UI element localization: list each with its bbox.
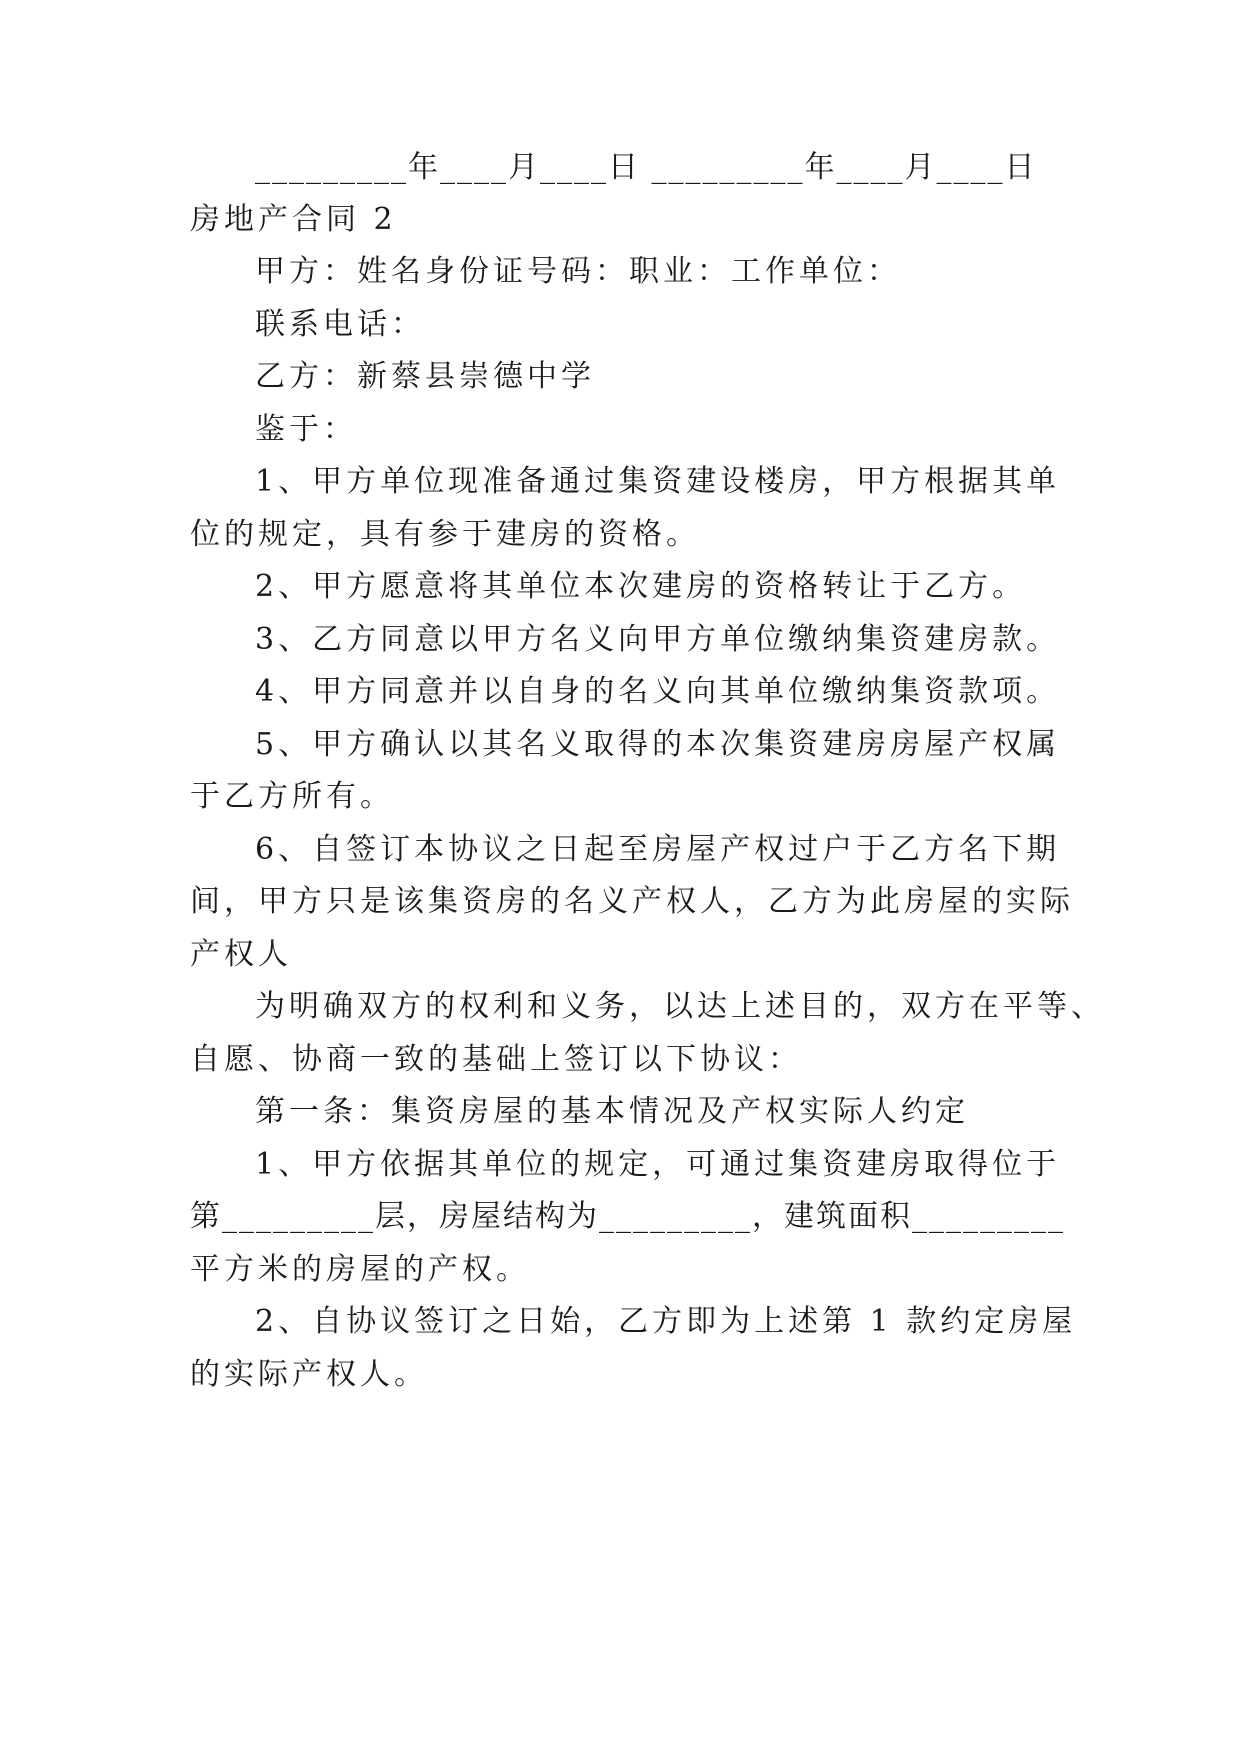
whereas-item-3: 3、乙方同意以甲方名义向甲方单位缴纳集资建房款。 xyxy=(255,622,1061,657)
whereas-item-6-line-2: 间，甲方只是该集资房的名义产权人，乙方为此房屋的实际 xyxy=(190,884,1074,919)
whereas-item-4: 4、甲方同意并以自身的名义向其单位缴纳集资款项。 xyxy=(255,674,1061,709)
signature-date-line: _________年____月____日 _________年____月____日 xyxy=(255,150,1037,185)
article-1-title: 第一条：集资房屋的基本情况及产权实际人约定 xyxy=(255,1094,969,1129)
article-1-item-1-line-3: 平方米的房屋的产权。 xyxy=(190,1252,530,1287)
whereas-item-6-line-1: 6、自签订本协议之日起至房屋产权过户于乙方名下期 xyxy=(255,832,1061,867)
article-1-item-2-line-2: 的实际产权人。 xyxy=(190,1357,428,1392)
whereas-item-6-line-3: 产权人 xyxy=(190,937,292,972)
whereas-item-2: 2、甲方愿意将其单位本次建房的资格转让于乙方。 xyxy=(255,569,1027,604)
purpose-line-2: 自愿、协商一致的基础上签订以下协议： xyxy=(190,1042,802,1077)
party-b-line: 乙方：新蔡县崇德中学 xyxy=(255,359,595,394)
article-1-item-2-line-1: 2、自协议签订之日始，乙方即为上述第 1 款约定房屋 xyxy=(255,1304,1077,1339)
whereas-item-5-line-1: 5、甲方确认以其名义取得的本次集资建房房屋产权属 xyxy=(255,727,1061,762)
article-1-item-1-line-2: 第_________层，房屋结构为_________，建筑面积_________ xyxy=(190,1199,1065,1234)
party-a-line: 甲方：姓名身份证号码：职业：工作单位： xyxy=(255,254,901,289)
document-title: 房地产合同 2 xyxy=(190,202,397,237)
whereas-item-5-line-2: 于乙方所有。 xyxy=(190,779,394,814)
whereas-item-1-line-1: 1、甲方单位现准备通过集资建设楼房，甲方根据其单 xyxy=(255,464,1061,499)
phone-line: 联系电话： xyxy=(255,307,425,342)
whereas-item-1-line-2: 位的规定，具有参于建房的资格。 xyxy=(190,517,700,552)
purpose-line-1: 为明确双方的权利和义务，以达上述目的，双方在平等、 xyxy=(255,989,1105,1024)
article-1-item-1-line-1: 1、甲方依据其单位的规定，可通过集资建房取得位于 xyxy=(255,1147,1061,1182)
whereas-heading: 鉴于： xyxy=(255,412,357,447)
